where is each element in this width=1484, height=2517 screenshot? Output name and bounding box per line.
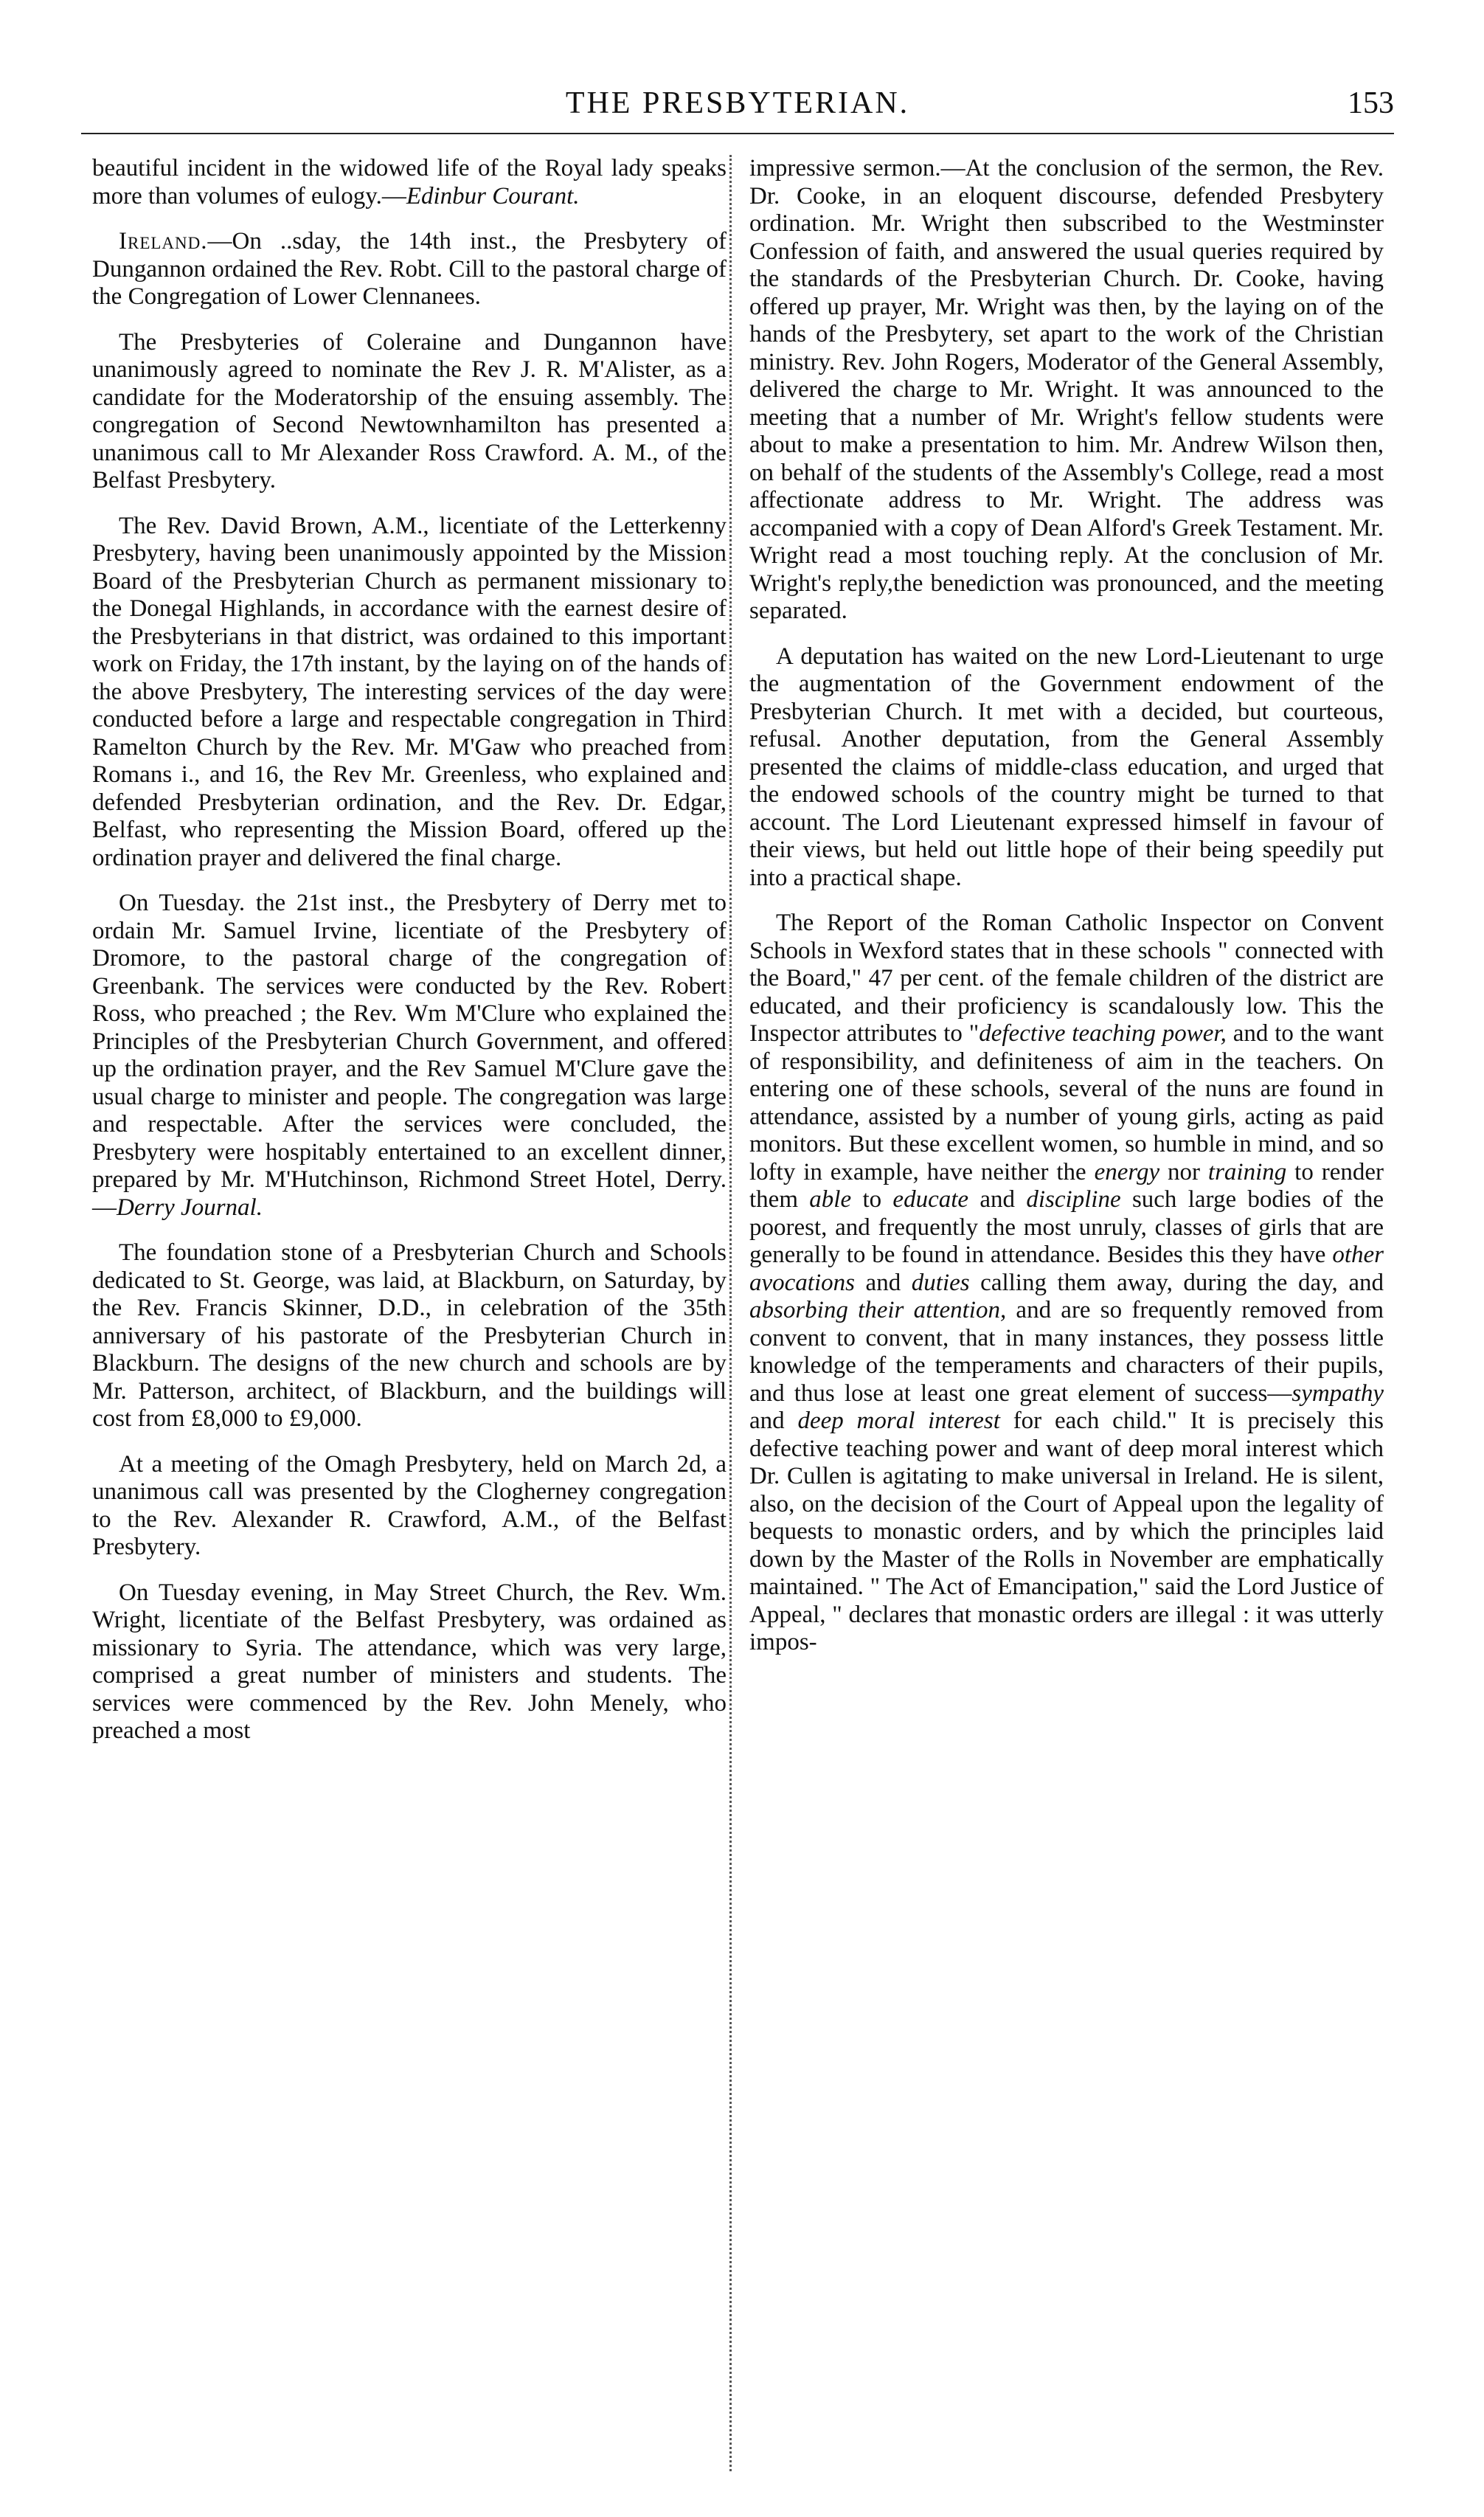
- paragraph-moderatorship: The Presbyteries of Coleraine and Dungannon have unanimously agreed to nominate the Rev J. R. M'Alister, as a candidate for the Moderatorship of the ensuing assembly. The congregation of Second Newtownhamilton has presented a unanimous call to Mr Alexander Ross Crawford. A. M., of the Belfast Presbytery.: [92, 328, 727, 494]
- paragraph-donegal-mission: The Rev. David Brown, A.M., licentiate of the Letterkenny Presbytery, having been unanimously appointed by the Mission Board of the Presbyterian Church as permanent missionary to the Donegal Highlands, in accordance with the earnest desire of the Presbyterians in that district, was ordained to this important work on Friday, the 17th instant, by the laying on of the hands of the above Presbytery, The interesting services of the day were conducted before a large and respectable congregation in Third Ramelton Church by the Rev. Mr. M'Gaw who preached from Romans i., and 16, the Rev Mr. Greenless, who explained and defended Presbyterian ordination, and the Rev. Dr. Edgar, Belfast, who representing the Mission Board, offered up the ordination prayer and delivered the final charge.: [92, 512, 727, 871]
- running-title: THE PRESBYTERIAN.: [565, 86, 910, 120]
- page-header: [81, 81, 1394, 134]
- paragraph-eulogy: beautiful incident in the widowed life of the Royal lady speaks more than volumes of eulogy.—Edinbur Courant.: [92, 155, 727, 210]
- paragraph-deputation: A deputation has waited on the new Lord-Lieutenant to urge the augmentation of the Government endowment of the Presbyterian Church. It met with a decided, but courteous, refusal. Another deputation, from the General Assembly presented the claims of middle-class education, and urged that the endowed schools of the country might be turned to that account. The Lord Lieutenant expressed himself in favour of their views, but held out little hope of their being speedily put into a practical shape.: [749, 643, 1384, 891]
- paragraph-syria-mission: On Tuesday evening, in May Street Church, the Rev. Wm. Wright, licentiate of the Belfast Presbytery, was ordained as missionary to Syria. The attendance, which was very large, comprised a great number of ministers and students. The services were commenced by the Rev. John Menely, who preached a most: [92, 1579, 727, 1744]
- paragraph-blackburn: The foundation stone of a Presbyterian Church and Schools dedicated to St. George, was laid, at Blackburn, on Saturday, by the Rev. Francis Skinner, D.D., in celebration of the 35th anniversary of his pastorate of the Presbyterian Church in Blackburn. The designs of the new church and schools are by Mr. Patterson, architect, of Blackburn, and the buildings will cost from £8,000 to £9,000.: [92, 1239, 727, 1432]
- paragraph-omagh: At a meeting of the Omagh Presbytery, held on March 2d, a unanimous call was presented by the Clogherney congregation to the Rev. Alexander R. Crawford, A.M., of the Belfast Presbytery.: [92, 1450, 727, 1560]
- source-citation: Derry Journal.: [117, 1194, 263, 1221]
- paragraph-ireland: Ireland.—On ..sday, the 14th inst., the Presbytery of Dungannon ordained the Rev. Robt. Cill to the pastoral charge of the Congregation of Lower Clennanees.: [92, 228, 727, 310]
- column-divider: [729, 155, 732, 2471]
- paragraph-ordination-continued: impressive sermon.—At the conclusion of the sermon, the Rev. Dr. Cooke, in an eloquent discourse, defended Presbytery ordination. Mr. Wright then subscribed to the Westminster Confession of faith, and answered the usual queries required by the standards of the Presbyterian Church. Dr. Cooke, having offered up prayer, Mr. Wright was then, by the laying on of the hands of the Presbytery, set apart to the work of the Christian ministry. Rev. John Rogers, Moderator of the General Assembly, delivered the charge to Mr. Wright. It was announced to the meeting that a number of Mr. Wright's fellow students were about to make a presentation to him. Mr. Andrew Wilson then, on behalf of the students of the Assembly's College, read a most affectionate address to Mr. Wright. The address was accompanied with a copy of Dean Alford's Greek Testament. Mr. Wright read a most touching reply. At the conclusion of Mr. Wright's reply,the benediction was pronounced, and the meeting separated.: [749, 155, 1384, 624]
- source-citation: Edinbur Courant.: [406, 182, 580, 210]
- left-column: [92, 155, 727, 1763]
- right-column: [749, 155, 1384, 1675]
- paragraph-convent-schools: The Report of the Roman Catholic Inspector on Convent Schools in Wexford states that in these schools " connected with the Board," 47 per cent. of the female children of the district are educated, and their proficiency is scandalously low. This the Inspector attributes to "defective teaching power, and to the want of responsibility, and definiteness of aim in the teachers. On entering one of these schools, several of the nuns are found in attendance, assisted by a number of young girls, acting as paid monitors. But these excellent women, so humble in mind, and so lofty in example, have neither the energy nor training to render them able to educate and discipline such large bodies of the poorest, and frequently the most unruly, classes of girls that are generally to be found in attendance. Besides this they have other avocations and duties calling them away, during the day, and absorbing their attention, and are so frequently removed from convent to convent, that in many instances, they possess little knowledge of the temperaments and characters of their pupils, and thus lose at least one great element of success—sympathy and deep moral interest for each child." It is precisely this defective teaching power and want of deep moral interest which Dr. Cullen is agitating to make universal in Ireland. He is silent, also, on the decision of the Court of Appeal upon the legality of bequests to monastic orders, and by which the principles laid down by the Master of the Rolls in November are emphatically maintained. " The Act of Emancipation," said the Lord Justice of Appeal, " declares that monastic orders are illegal : it was utterly impos-: [749, 910, 1384, 1655]
- page-number: 153: [1348, 86, 1394, 120]
- paragraph-derry-ordination: On Tuesday. the 21st inst., the Presbytery of Derry met to ordain Mr. Samuel Irvine, licentiate of the Presbytery of Dromore, to the pastoral charge of the congregation of Greenbank. The services were conducted by the Rev. Robert Ross, who preached ; the Rev. Wm M'Clure who explained the Principles of the Presbyterian Church Government, and offered up the ordination prayer, and the Rev Samuel M'Clure gave the usual charge to minister and people. The congregation was large and respectable. After the services were concluded, the Presbytery were hospitably entertained to an excellent dinner, prepared by Mr. M'Hutchinson, Richmond Street Hotel, Derry.—Derry Journal.: [92, 890, 727, 1221]
- section-lead: Ireland.: [119, 228, 208, 255]
